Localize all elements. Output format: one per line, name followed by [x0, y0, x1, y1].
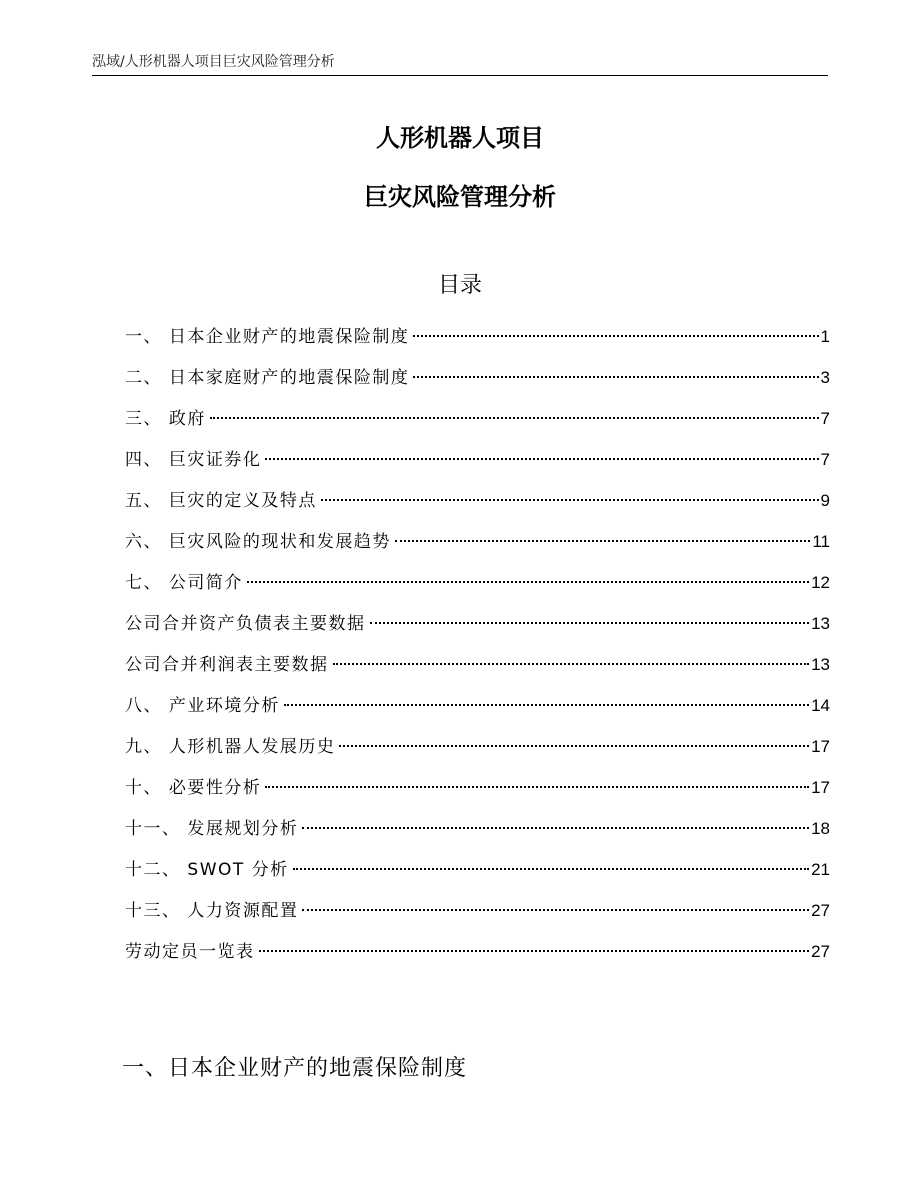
toc-entry[interactable] [125, 853, 830, 894]
toc-entry-page: 11 [812, 532, 830, 551]
toc-entry-label: 九、 人形机器人发展历史 [125, 737, 336, 757]
toc-entry-page: 9 [820, 491, 830, 510]
toc-dot-leader [284, 704, 809, 706]
toc-dot-leader [370, 622, 810, 624]
toc-entry-label: 六、 巨灾风险的现状和发展趋势 [125, 532, 391, 552]
toc-dot-leader [395, 540, 810, 542]
toc-entry[interactable] [125, 648, 830, 689]
toc-dot-leader [293, 868, 809, 870]
toc-entry[interactable] [125, 812, 830, 853]
toc-dot-leader [265, 458, 818, 460]
table-of-contents [125, 320, 830, 976]
toc-entry-label: 一、 日本企业财产的地震保险制度 [125, 327, 410, 347]
toc-dot-leader [302, 827, 809, 829]
toc-dot-leader [265, 786, 809, 788]
toc-entry-page: 21 [811, 860, 830, 879]
toc-dot-leader [339, 745, 809, 747]
toc-dot-leader [302, 909, 809, 911]
toc-entry-label: 四、 巨灾证券化 [125, 450, 262, 470]
toc-entry-label: 三、 政府 [125, 409, 206, 429]
toc-entry-label: 七、 公司简介 [125, 573, 243, 593]
toc-entry-page: 17 [811, 737, 830, 756]
toc-dot-leader [333, 663, 810, 665]
toc-dot-leader [413, 335, 818, 337]
toc-entry[interactable] [125, 443, 830, 484]
toc-dot-leader [210, 417, 819, 419]
toc-entry-page: 7 [820, 450, 830, 469]
toc-entry-page: 27 [811, 942, 830, 961]
toc-entry-page: 13 [811, 655, 830, 674]
toc-entry-label: 二、 日本家庭财产的地震保险制度 [125, 368, 410, 388]
toc-heading: 目录 [437, 273, 482, 298]
toc-entry-page: 13 [811, 614, 830, 633]
toc-dot-leader [247, 581, 809, 583]
toc-entry[interactable] [125, 689, 830, 730]
toc-entry[interactable] [125, 894, 830, 935]
toc-entry-label: 公司合并利润表主要数据 [125, 655, 329, 675]
toc-entry[interactable] [125, 525, 830, 566]
toc-entry-page: 27 [811, 901, 830, 920]
toc-entry[interactable] [125, 566, 830, 607]
toc-entry-page: 18 [811, 819, 830, 838]
toc-entry-page: 7 [820, 409, 830, 428]
document-title-line-2: 巨灾风险管理分析 [364, 183, 556, 211]
toc-entry[interactable] [125, 607, 830, 648]
toc-entry-label: 十二、 SWOT 分析 [125, 860, 289, 880]
toc-entry[interactable] [125, 402, 830, 443]
toc-entry-label: 劳动定员一览表 [125, 942, 255, 962]
toc-entry-page: 14 [811, 696, 830, 715]
toc-entry[interactable] [125, 730, 830, 771]
toc-entry[interactable] [125, 320, 830, 361]
header-divider [92, 75, 828, 76]
toc-entry-label: 公司合并资产负债表主要数据 [125, 614, 366, 634]
toc-dot-leader [413, 376, 818, 378]
toc-entry[interactable] [125, 771, 830, 812]
section-heading: 一、日本企业财产的地震保险制度 [122, 1056, 468, 1081]
toc-entry-label: 八、 产业环境分析 [125, 696, 280, 716]
toc-entry-label: 十三、 人力资源配置 [125, 901, 299, 921]
toc-entry-label: 十一、 发展规划分析 [125, 819, 299, 839]
document-title-line-1: 人形机器人项目 [376, 124, 544, 152]
toc-entry-label: 五、 巨灾的定义及特点 [125, 491, 317, 511]
toc-entry-page: 1 [820, 327, 830, 346]
toc-entry-label: 十、 必要性分析 [125, 778, 262, 798]
toc-entry-page: 3 [820, 368, 830, 387]
running-header: 泓域/人形机器人项目巨灾风险管理分析 [92, 54, 335, 70]
toc-entry[interactable] [125, 361, 830, 402]
toc-entry[interactable] [125, 935, 830, 976]
toc-entry[interactable] [125, 484, 830, 525]
toc-entry-page: 12 [811, 573, 830, 592]
toc-entry-page: 17 [811, 778, 830, 797]
toc-dot-leader [321, 499, 819, 501]
toc-dot-leader [259, 950, 810, 952]
